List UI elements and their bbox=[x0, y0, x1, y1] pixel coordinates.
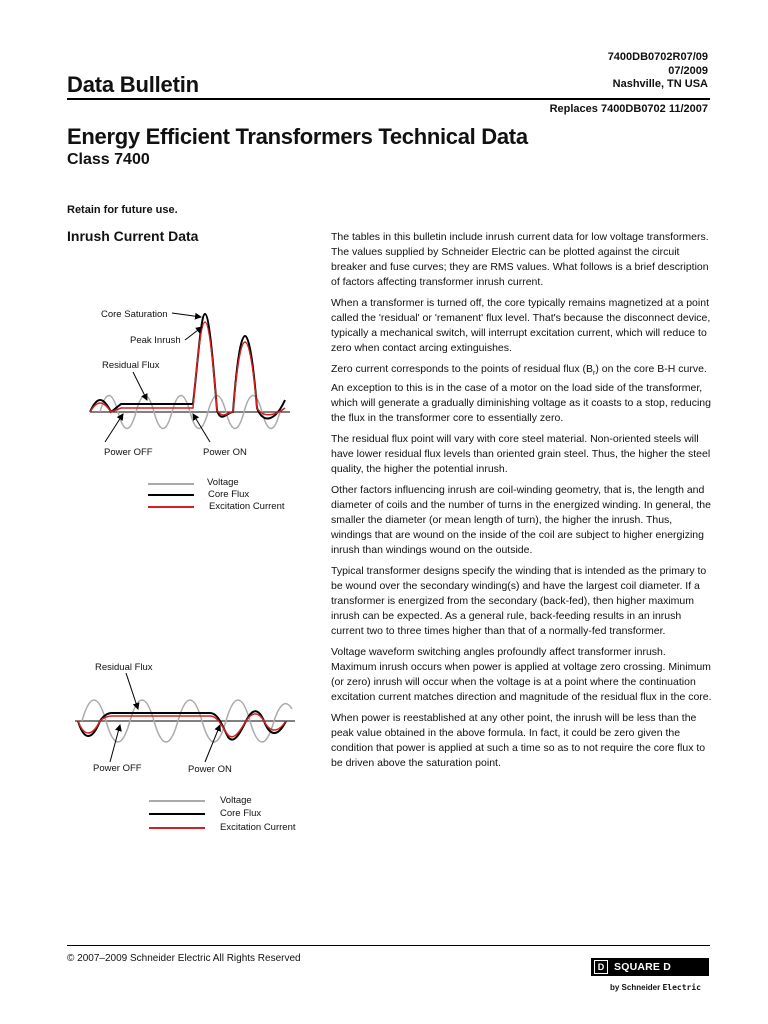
retain-note: Retain for future use. bbox=[67, 204, 178, 216]
legend-voltage-swatch bbox=[148, 483, 194, 485]
document-meta bbox=[408, 51, 708, 92]
label-residual-flux: Residual Flux bbox=[95, 662, 153, 673]
page-title: Energy Efficient Transformers Technical Data bbox=[67, 124, 528, 149]
brand-byline: by Schneider Electric bbox=[610, 983, 701, 992]
legend-voltage-label: Voltage bbox=[207, 477, 239, 488]
legend-core-flux-swatch bbox=[149, 813, 205, 815]
power-off-arrow bbox=[105, 414, 123, 442]
legend-voltage-swatch bbox=[149, 800, 205, 802]
paragraph: Other factors influencing inrush are coil-winding geometry, that is, the length and diameter of coils and the number of turns in the energized winding. In general, the smaller the diameter (or mean length of turn), the higher the inrush. Thus, windings that are wound on the inside of the coil are subject to higher energizing inrush than windings wound on the outside. bbox=[331, 484, 711, 557]
legend-excitation-label: Excitation Current bbox=[220, 822, 296, 833]
legend-core-flux-swatch bbox=[148, 494, 194, 496]
legend-excitation-swatch bbox=[149, 827, 205, 829]
paragraph: Typical transformer designs specify the winding that is intended as the primary to be wound over the secondary winding(s) and have the largest coil diameter. If a transformer is energized from the secondary (back-fed), then higher maximum inrush can be expected. As a general rule, back-feeding results in an inrush current two to three times higher than that of a normally-fed transformer. bbox=[331, 565, 707, 638]
legend-core-flux-label: Core Flux bbox=[220, 808, 262, 819]
label-peak-inrush: Peak Inrush bbox=[130, 335, 181, 346]
power-off-arrow bbox=[110, 725, 120, 762]
replaces-note: Replaces 7400DB0702 11/2007 bbox=[549, 103, 708, 115]
paragraph: When a transformer is turned off, the core typically remains magnetized at a point called the 'residual' or 'remanent' flux level. That's because the disconnect device, typically a mechanical switch, will interrupt excitation current, which will reduce to zero when contact arcing extinguishes. bbox=[331, 297, 711, 354]
doc-location: Nashville, TN USA bbox=[612, 78, 708, 90]
legend-excitation-swatch bbox=[148, 506, 194, 508]
section-heading: Inrush Current Data bbox=[67, 228, 199, 244]
label-power-on: Power ON bbox=[188, 764, 232, 775]
brand-name: SQUARE D bbox=[614, 961, 672, 973]
paragraph: Voltage waveform switching angles profoundly affect transformer inrush. Maximum inrush occurs when power is applied at voltage zero crossing. Minimum (or zero) inrush will occur when the voltage is at a point where the continuation excitation current matches direction and magnitude of the residual flux in the core. bbox=[331, 646, 712, 704]
inrush-diagram-2 bbox=[70, 665, 305, 775]
header-rule bbox=[67, 98, 710, 100]
residual-flux-arrow bbox=[126, 673, 138, 709]
label-core-saturation: Core Saturation bbox=[101, 309, 168, 320]
square-d-logo bbox=[591, 958, 709, 976]
page-subtitle: Class 7400 bbox=[67, 151, 150, 168]
legend-excitation-label: Excitation Current bbox=[209, 501, 285, 512]
doc-number: 7400DB0702R07/09 bbox=[607, 51, 708, 63]
power-on-arrow bbox=[193, 414, 210, 442]
legend-voltage-label: Voltage bbox=[220, 795, 252, 806]
paragraph: The tables in this bulletin include inrush current data for low voltage transformers. The values supplied by Schneider Electric can be plotted against the circuit breaker and fuse curves; they are RMS values. What follows is a brief description of factors affecting transformer inrush current. bbox=[331, 231, 709, 288]
label-power-on: Power ON bbox=[203, 447, 247, 458]
paragraph: When power is reestablished at any other point, the inrush will be less than the peak value obtained in the above formula. In fact, it could be zero given the condition that power is applied at such a time so as to not require the core flux to be driven above the saturation point. bbox=[331, 712, 706, 770]
doc-date: 07/2009 bbox=[668, 64, 708, 77]
core-saturation-arrow bbox=[172, 313, 201, 317]
inrush-diagram-1 bbox=[85, 300, 300, 450]
label-power-off: Power OFF bbox=[104, 447, 153, 458]
body-text bbox=[331, 230, 713, 777]
copyright-notice: © 2007–2009 Schneider Electric All Rights Reserved bbox=[67, 953, 301, 964]
legend-core-flux-label: Core Flux bbox=[208, 489, 250, 500]
power-on-arrow bbox=[205, 725, 220, 762]
label-power-off: Power OFF bbox=[93, 763, 142, 774]
label-residual-flux: Residual Flux bbox=[102, 360, 160, 371]
paragraph: The residual flux point will vary with core steel material. Non-oriented steels will have lower residual flux levels than oriented grain steel. Thus, the higher the steel quality, the higher the potential inrush. bbox=[331, 433, 711, 476]
bulletin-title: Data Bulletin bbox=[67, 72, 199, 97]
square-d-mark-icon: D bbox=[594, 960, 608, 974]
paragraph: Zero current corresponds to the points of residual flux $(B_r)$ on the core B-H curve. An exception to this is in the case of a motor on the load side of the transformer, which will generate a gradually diminishing voltage as it coasts to a stop, reducing the flux in the transformer core to essentially zero. bbox=[331, 363, 711, 425]
residual-flux-arrow bbox=[133, 372, 147, 400]
footer-rule bbox=[67, 945, 710, 946]
